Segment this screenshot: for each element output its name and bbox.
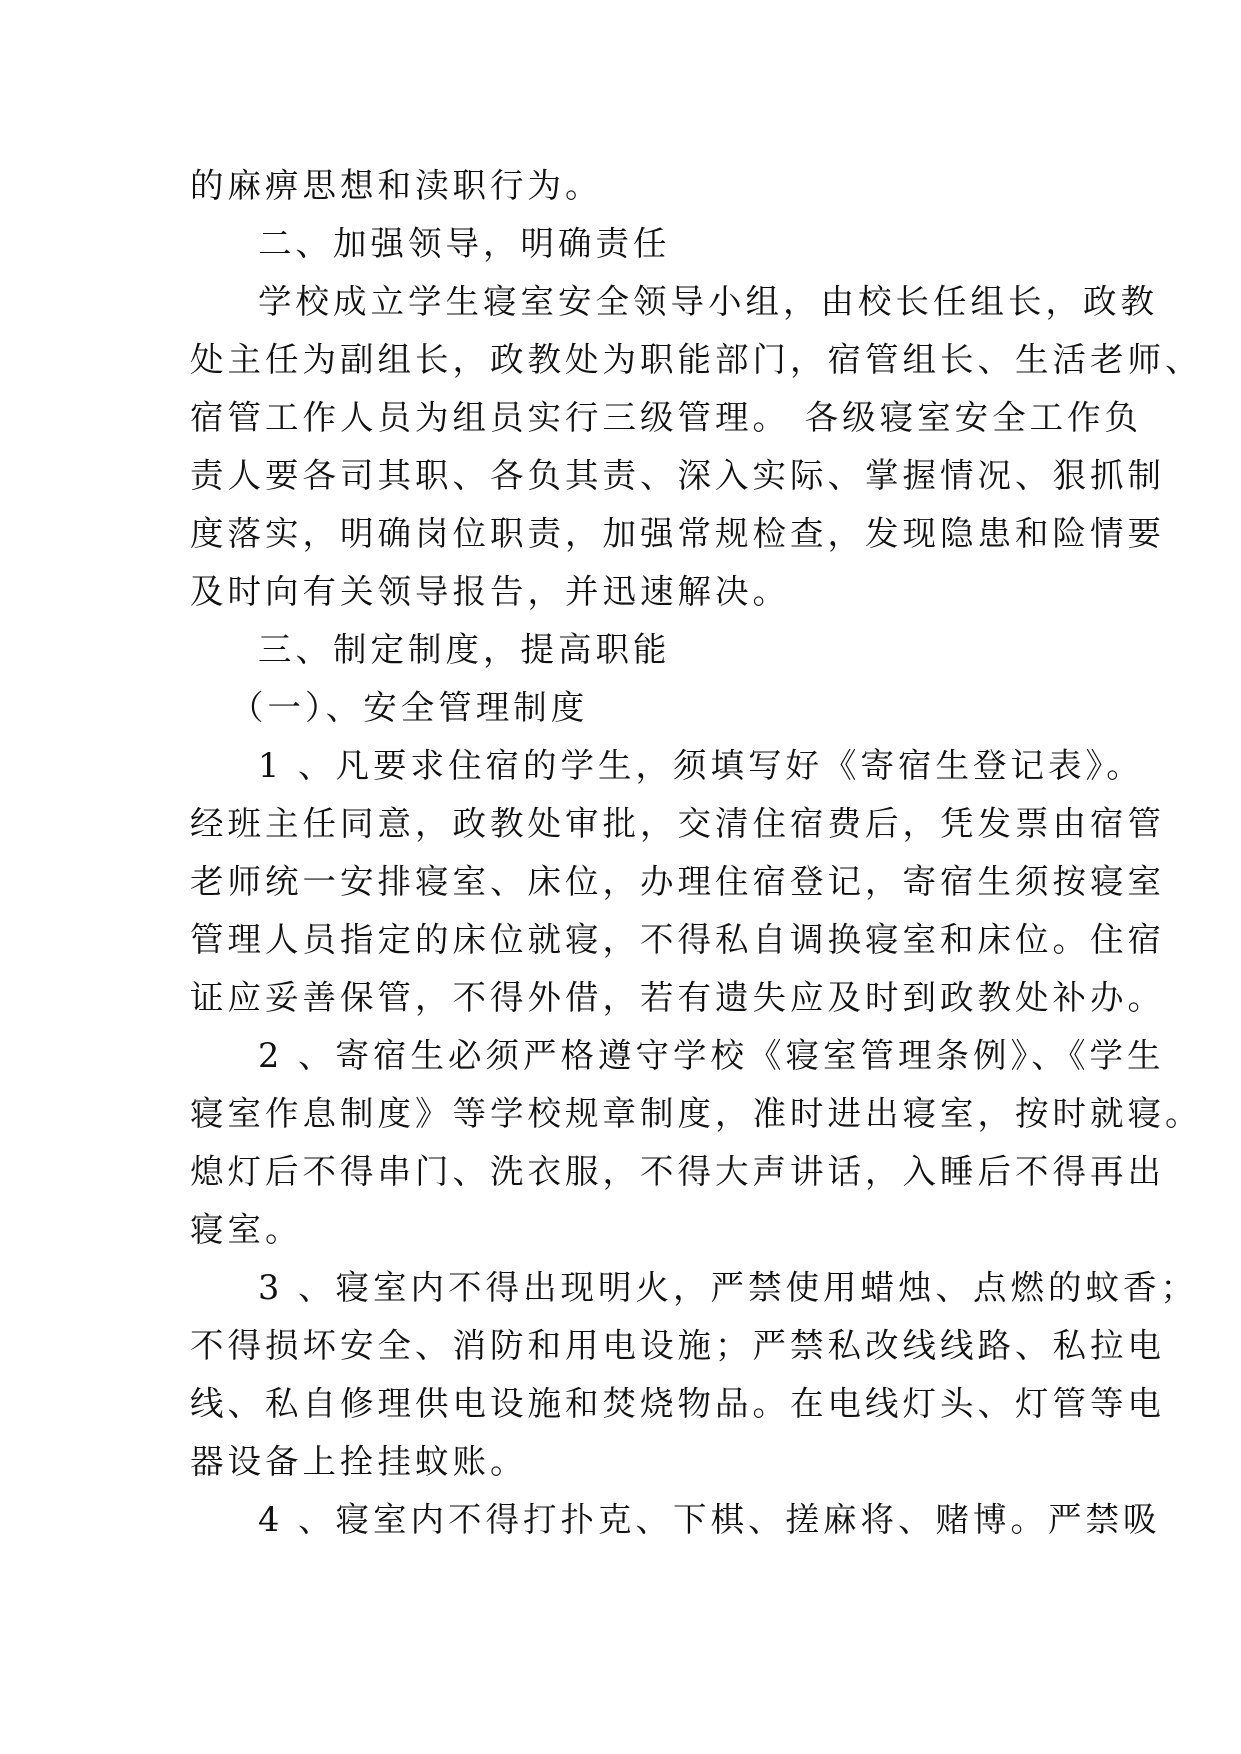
document-body	[190, 157, 1203, 1549]
section-heading: 三、制定制度，提高职能	[258, 630, 671, 669]
text-line: 2 、寄宿生必须严格遵守学校《寝室管理条例》、《学生	[258, 1036, 1165, 1075]
text-line: 的麻痹思想和渎职行为。	[190, 166, 603, 205]
text-line: 度落实，明确岗位职责，加强常规检查，发现隐患和险情要	[190, 514, 1165, 553]
text-line: 责人要各司其职、各负其责、深入实际、掌握情况、狠抓制	[190, 456, 1165, 495]
text-line: 熄灯后不得串门、洗衣服，不得大声讲话，入睡后不得再出	[190, 1152, 1165, 1191]
subsection-heading: （一）、安全管理制度	[230, 688, 589, 727]
text-line: 寝室作息制度》等学校规章制度，准时进出寝室，按时就寝。	[190, 1094, 1203, 1133]
text-line: 器设备上拴挂蚊账。	[190, 1442, 528, 1481]
text-line: 证应妥善保管，不得外借，若有遗失应及时到政教处补办。	[190, 978, 1165, 1017]
text-line: 及时向有关领导报告，并迅速解决。	[190, 572, 790, 611]
text-line: 线、私自修理供电设施和焚烧物品。在电线灯头、灯管等电	[190, 1384, 1165, 1423]
text-line: 寝室。	[190, 1210, 303, 1249]
text-line: 管理人员指定的床位就寝，不得私自调换寝室和床位。住宿	[190, 920, 1165, 959]
text-line: 学校成立学生寝室安全领导小组，由校长任组长，政教	[258, 282, 1158, 321]
text-line: 不得损坏安全、消防和用电设施；严禁私改线线路、私拉电	[190, 1326, 1165, 1365]
section-heading: 二、加强领导，明确责任	[258, 224, 671, 263]
text-line: 老师统一安排寝室、床位，办理住宿登记，寄宿生须按寝室	[190, 862, 1165, 901]
text-line: 宿管工作人员为组员实行三级管理。 各级寝室安全工作负	[190, 398, 1143, 437]
text-line: 3 、寝室内不得出现明火，严禁使用蜡烛、点燃的蚊香；	[258, 1268, 1198, 1307]
text-line: 4 、寝室内不得打扑克、下棋、搓麻将、赌博。严禁吸	[258, 1500, 1161, 1539]
text-line: 经班主任同意，政教处审批，交清住宿费后，凭发票由宿管	[190, 804, 1165, 843]
text-line: 1 、凡要求住宿的学生，须填写好《寄宿生登记表》。	[258, 746, 1144, 785]
text-line: 处主任为副组长，政教处为职能部门，宿管组长、生活老师、	[190, 340, 1203, 379]
